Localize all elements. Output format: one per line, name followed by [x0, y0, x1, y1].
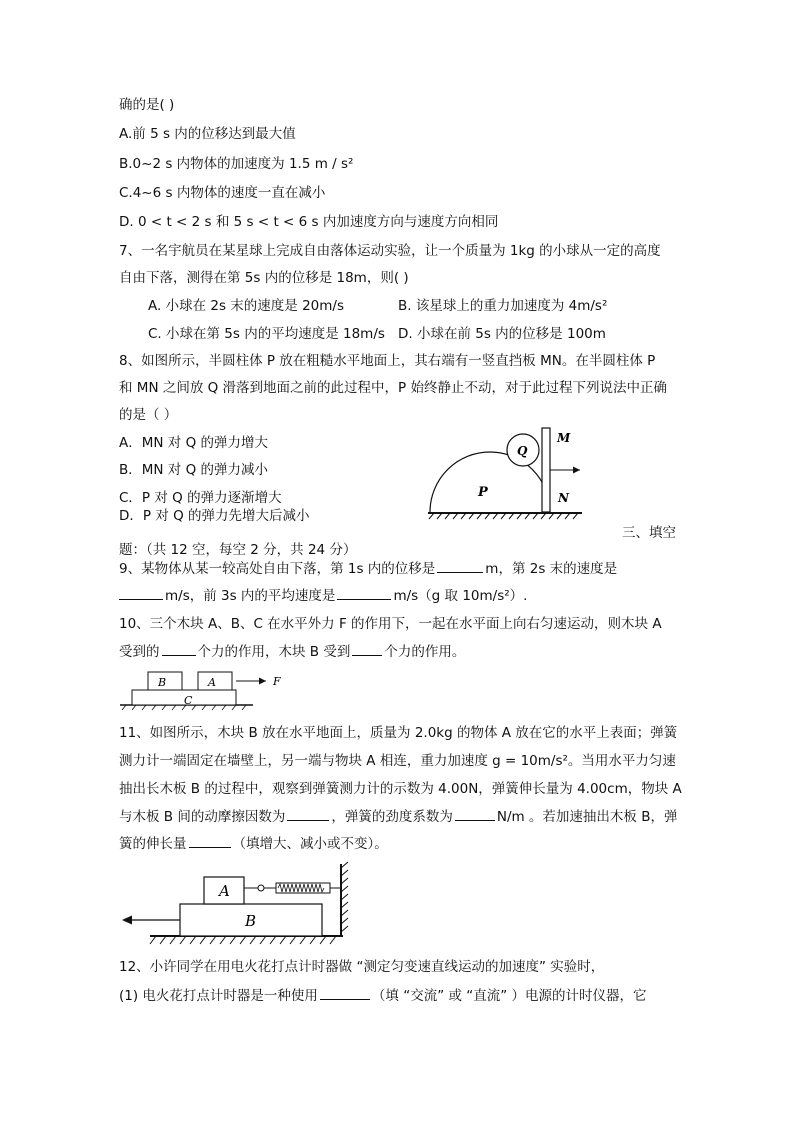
q11-line-2: 测力计一端固定在墙壁上，另一端与物块 A 相连，重力加速度 g = 10m/s²。当用水平力匀速: [119, 753, 676, 769]
label-m: M: [557, 431, 571, 445]
q11-text-2: ，弹簧的劲度系数为: [331, 809, 453, 825]
q9-line-2: [119, 587, 527, 605]
q6-option-d: D. 0 < t < 2 s 和 5 s < t < 6 s 内加速度方向与速度方向相同: [119, 214, 499, 230]
q8-stem-line-3: 的是（ ）: [119, 407, 178, 423]
q7-option-d: D. 小球在前 5s 内的位移是 100m: [398, 326, 606, 342]
section-3-title: 三、填空: [622, 525, 676, 541]
q11-blank-3[interactable]: [189, 835, 231, 848]
label-n: N: [558, 491, 569, 505]
q9-text-1: 9、某物体从某一较高处自由下落，第 1s 内的位移是: [119, 561, 436, 577]
q8-option-d: D．P 对 Q 的弹力先增大后减小: [119, 508, 310, 524]
q8-option-c: C．P 对 Q 的弹力逐渐增大: [119, 490, 282, 506]
figure-11-spring-scale: [118, 860, 358, 950]
label-p: P: [478, 485, 488, 500]
q7-option-a: A. 小球在 2s 末的速度是 20m/s: [148, 298, 344, 314]
q11-line-5: [119, 835, 388, 853]
q7-stem-line-1: 7、一名宇航员在某星球上完成自由落体运动实验，让一个质量为 1kg 的小球从一定的高度: [119, 243, 661, 259]
q9-blank-2[interactable]: [119, 587, 163, 600]
q12-line-2: [119, 987, 647, 1005]
q8-stem-line-1: 8、如图所示，半圆柱体 P 放在粗糙水平地面上，其右端有一竖直挡板 MN。在半圆柱体 P: [119, 353, 656, 369]
board-mn: [542, 428, 550, 512]
q10-line-1: 10、三个木块 A、B、C 在水平外力 F 的作用下，一起在水平面上向右匀速运动，则木块 A: [119, 616, 662, 632]
q11-text-4: 簧的伸长量: [119, 836, 187, 852]
label-c: C: [184, 694, 193, 707]
q9-blank-3[interactable]: [337, 587, 391, 600]
q11-blank-1[interactable]: [287, 808, 329, 821]
q10-blank-2[interactable]: [352, 643, 382, 656]
q9-text-4: m/s（g 取 10m/s²）.: [393, 588, 528, 604]
q10-text-2: 个力的作用，木块 B 受到: [197, 644, 351, 660]
q6-option-c: C.4~6 s 内物体的速度一直在减小: [119, 185, 326, 201]
label-b: B: [245, 912, 257, 930]
q9-text-3: m/s，前 3s 内的平均速度是: [165, 588, 336, 604]
q12-text-1: (1) 电火花打点计时器是一种使用: [119, 988, 318, 1004]
q9-line-1: [119, 560, 617, 578]
label-f: F: [273, 675, 281, 688]
figure-10-blocks: [118, 665, 293, 713]
q11-text-3: N/m 。若加速抽出木板 B，弹: [496, 809, 678, 825]
q10-text-1: 受到的: [119, 644, 160, 660]
q9-text-2: m，第 2s 末的速度是: [485, 561, 618, 577]
q12-blank-1[interactable]: [320, 987, 370, 1000]
q6-stem-end: 确的是( ): [119, 97, 175, 113]
q11-text-1: 与木板 B 间的动摩擦因数为: [119, 809, 286, 825]
q10-blank-1[interactable]: [162, 643, 196, 656]
label-a: A: [208, 676, 216, 689]
q8-stem-line-2: 和 MN 之间放 Q 滑落到地面之前的此过程中，P 始终静止不动，对于此过程下列说法中正确: [119, 380, 667, 396]
q10-text-3: 个力的作用。: [384, 644, 466, 660]
q10-line-2: [119, 643, 465, 661]
section-3-subtitle: 题：（共 12 空，每空 2 分，共 24 分）: [119, 542, 357, 558]
label-b: B: [158, 676, 167, 689]
figure-8-semicylinder: [420, 420, 590, 522]
q8-option-b: B．MN 对 Q 的弹力减小: [119, 462, 269, 478]
q12-line-1: 12、小许同学在用电火花打点计时器做 “测定匀变速直线运动的加速度” 实验时，: [119, 959, 605, 975]
label-q: Q: [517, 444, 528, 458]
q6-option-a: A.前 5 s 内的位移达到最大值: [119, 126, 296, 142]
q6-option-b: B.0~2 s 内物体的加速度为 1.5 m / s²: [119, 156, 354, 172]
q7-stem-line-2: 自由下落，测得在第 5s 内的位移是 18m，则( ): [119, 270, 409, 286]
q7-option-c: C. 小球在第 5s 内的平均速度是 18m/s: [148, 326, 385, 342]
q11-text-5: （填增大、减小或不变）。: [232, 836, 388, 852]
q11-line-4: [119, 808, 678, 826]
q8-option-a: A．MN 对 Q 的弹力增大: [119, 435, 268, 451]
q11-line-1: 11、如图所示，木块 B 放在水平地面上，质量为 2.0kg 的物体 A 放在它的水平上表面；弹簧: [119, 725, 678, 741]
q7-option-b: B. 该星球上的重力加速度为 4m/s²: [398, 298, 608, 314]
q9-blank-1[interactable]: [437, 560, 483, 573]
q12-text-2: （填 “交流” 或 “直流” ）电源的计时仪器，它: [371, 988, 647, 1004]
q11-blank-2[interactable]: [455, 808, 495, 821]
label-a: A: [219, 882, 230, 900]
q11-line-3: 抽出长木板 B 的过程中，观察到弹簧测力计的示数为 4.00N，弹簧伸长量为 4.00cm，物块 A: [119, 781, 682, 797]
